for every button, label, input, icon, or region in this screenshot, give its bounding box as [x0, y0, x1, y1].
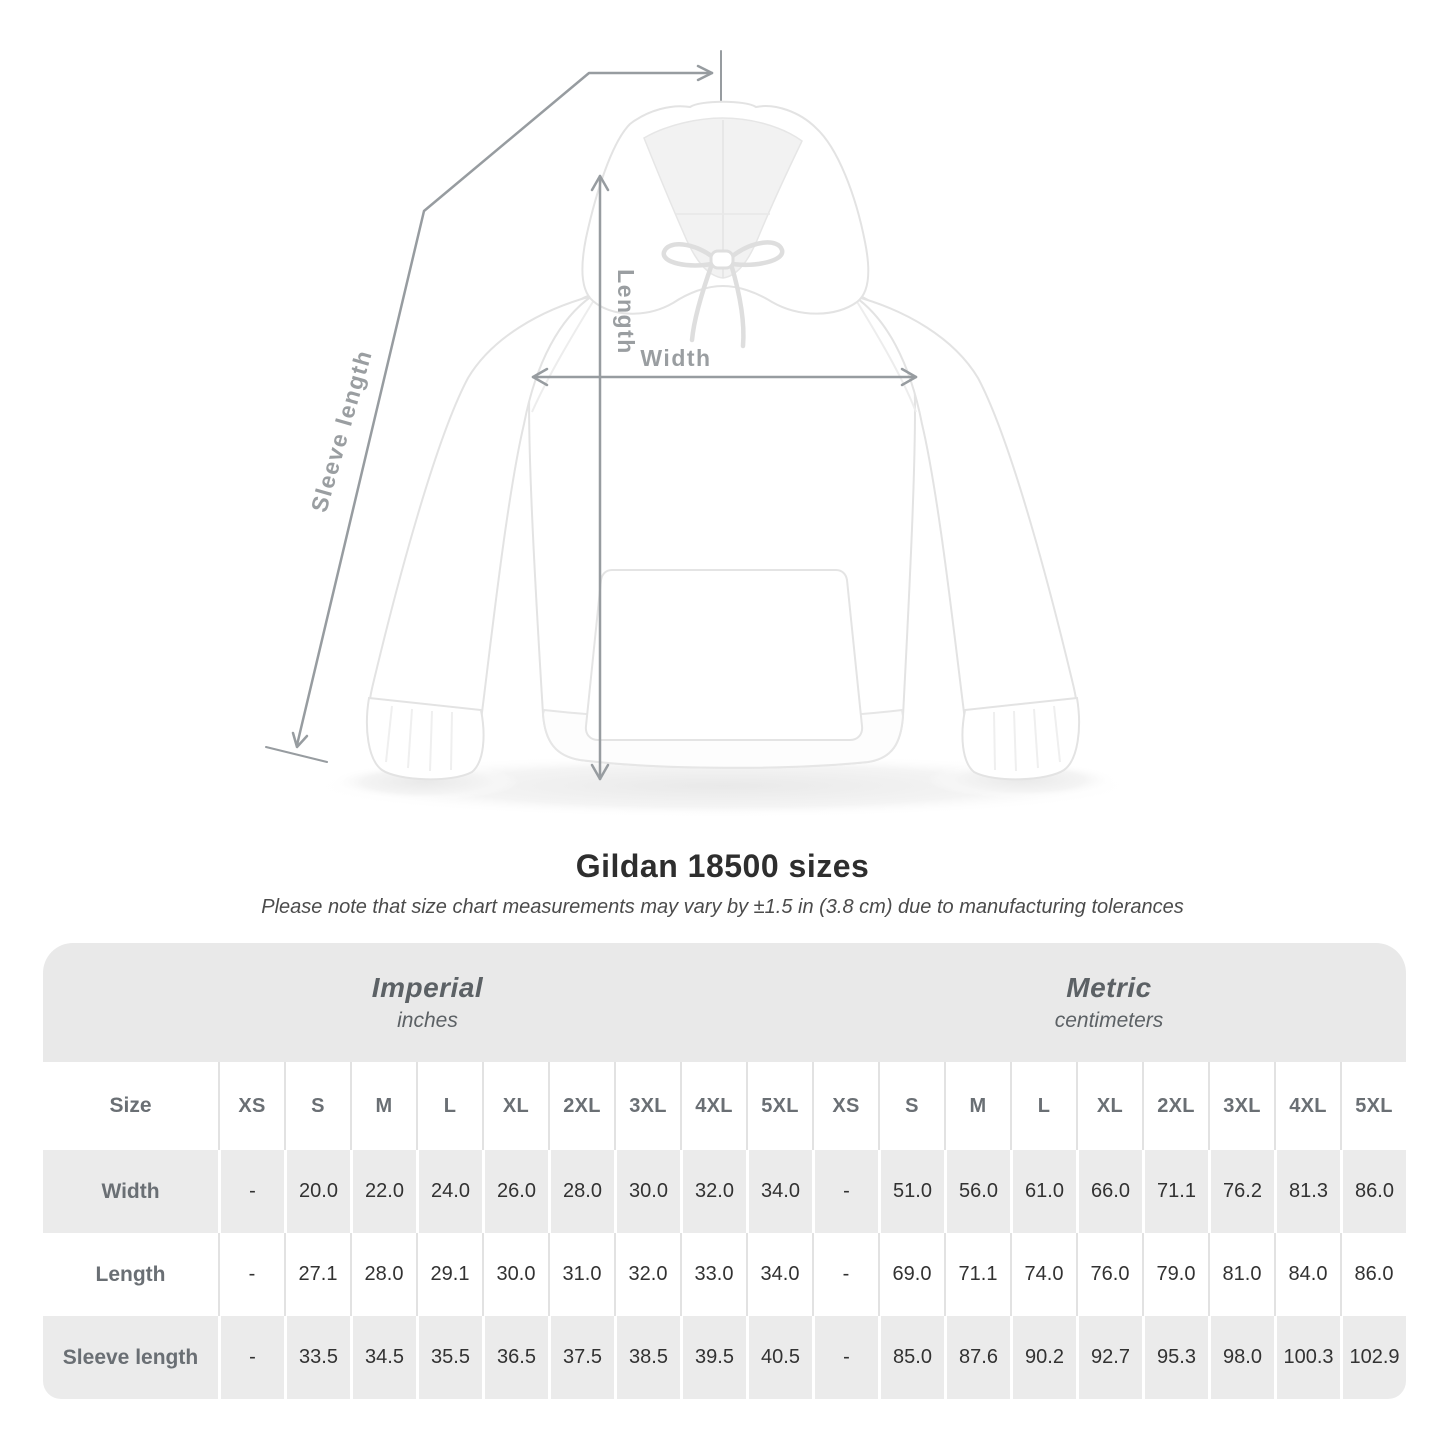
table-cell: 74.0 — [1010, 1233, 1076, 1316]
page-title: Gildan 18500 sizes — [575, 848, 870, 884]
column-header-metric-l: L — [1010, 1062, 1076, 1150]
column-header-metric-4xl: 4XL — [1274, 1062, 1340, 1150]
table-cell: 27.1 — [284, 1233, 350, 1316]
table-cell: 38.5 — [614, 1316, 680, 1399]
column-header-imperial-m: M — [350, 1062, 416, 1150]
table-cell: 34.0 — [746, 1233, 812, 1316]
table-cell: 28.0 — [548, 1150, 614, 1233]
unit-group-header-row — [43, 943, 1406, 1062]
table-cell: 26.0 — [482, 1150, 548, 1233]
table-cell: 28.0 — [350, 1233, 416, 1316]
table-cell: 56.0 — [944, 1150, 1010, 1233]
page-subtitle: Please note that size chart measurements may vary by ±1.5 in (3.8 cm) due to manufacturing tolerances — [261, 896, 1184, 918]
column-header-metric-2xl: 2XL — [1142, 1062, 1208, 1150]
row-label: Width — [101, 1179, 160, 1203]
table-cell: 32.0 — [680, 1150, 746, 1233]
table-cell: 71.1 — [1142, 1150, 1208, 1233]
table-cell: 36.5 — [482, 1316, 548, 1399]
column-header-imperial-xs: XS — [218, 1062, 284, 1150]
table-cell: 90.2 — [1010, 1316, 1076, 1399]
column-header-metric-xl: XL — [1076, 1062, 1142, 1150]
table-cell: 69.0 — [878, 1233, 944, 1316]
column-header-metric-5xl: 5XL — [1340, 1062, 1406, 1150]
hoodie-pocket — [586, 570, 862, 740]
length-label: Length — [613, 269, 639, 355]
table-cell: 61.0 — [1010, 1150, 1076, 1233]
column-header-imperial-3xl: 3XL — [614, 1062, 680, 1150]
row-label: Length — [95, 1262, 166, 1286]
size-column-header: Size — [109, 1094, 152, 1117]
table-cell: 33.0 — [680, 1233, 746, 1316]
imperial-group-header — [43, 943, 812, 1062]
table-cell: 81.0 — [1208, 1233, 1274, 1316]
column-header-metric-xs: XS — [812, 1062, 878, 1150]
table-cell: - — [218, 1316, 284, 1399]
table-cell: 66.0 — [1076, 1150, 1142, 1233]
table-cell: 31.0 — [548, 1233, 614, 1316]
size-header-row — [43, 1062, 1406, 1150]
column-header-imperial-s: S — [284, 1062, 350, 1150]
table-cell: 76.0 — [1076, 1233, 1142, 1316]
table-cell: - — [812, 1316, 878, 1399]
column-header-imperial-5xl: 5XL — [746, 1062, 812, 1150]
column-header-imperial-l: L — [416, 1062, 482, 1150]
table-cell: 102.9 — [1340, 1316, 1406, 1399]
table-cell: 35.5 — [416, 1316, 482, 1399]
table-cell: 98.0 — [1208, 1316, 1274, 1399]
table-cell: 81.3 — [1274, 1150, 1340, 1233]
table-cell: 37.5 — [548, 1316, 614, 1399]
column-header-metric-s: S — [878, 1062, 944, 1150]
table-cell: - — [218, 1150, 284, 1233]
table-cell: - — [812, 1233, 878, 1316]
table-cell: 71.1 — [944, 1233, 1010, 1316]
table-cell: 20.0 — [284, 1150, 350, 1233]
table-cell: 39.5 — [680, 1316, 746, 1399]
metric-group-unit: centimeters — [1054, 1009, 1164, 1032]
table-cell: 34.0 — [746, 1150, 812, 1233]
width-label: Width — [640, 345, 712, 371]
table-cell: 86.0 — [1340, 1233, 1406, 1316]
table-cell: 22.0 — [350, 1150, 416, 1233]
imperial-group-title: Imperial — [371, 972, 484, 1003]
table-cell: 33.5 — [284, 1316, 350, 1399]
table-row-length — [43, 1233, 1406, 1316]
table-cell: 32.0 — [614, 1233, 680, 1316]
column-header-imperial-4xl: 4XL — [680, 1062, 746, 1150]
table-cell: 30.0 — [482, 1233, 548, 1316]
table-cell: - — [218, 1233, 284, 1316]
table-cell: 29.1 — [416, 1233, 482, 1316]
table-cell: 95.3 — [1142, 1316, 1208, 1399]
table-cell: 51.0 — [878, 1150, 944, 1233]
column-header-metric-m: M — [944, 1062, 1010, 1150]
column-header-imperial-2xl: 2XL — [548, 1062, 614, 1150]
table-cell: 87.6 — [944, 1316, 1010, 1399]
table-cell: 34.5 — [350, 1316, 416, 1399]
table-cell: 79.0 — [1142, 1233, 1208, 1316]
table-cell: 84.0 — [1274, 1233, 1340, 1316]
table-row-sleeve-length — [43, 1316, 1406, 1399]
table-cell: 85.0 — [878, 1316, 944, 1399]
table-cell: 40.5 — [746, 1316, 812, 1399]
size-table — [43, 943, 1406, 1399]
table-cell: 76.2 — [1208, 1150, 1274, 1233]
row-label: Sleeve length — [62, 1345, 199, 1369]
column-header-metric-3xl: 3XL — [1208, 1062, 1274, 1150]
metric-group-title: Metric — [1066, 972, 1152, 1003]
table-cell: 30.0 — [614, 1150, 680, 1233]
sleeve-length-label: Sleeve length — [305, 346, 377, 516]
column-header-imperial-xl: XL — [482, 1062, 548, 1150]
table-cell: 86.0 — [1340, 1150, 1406, 1233]
table-cell: - — [812, 1150, 878, 1233]
imperial-group-unit: inches — [397, 1009, 458, 1032]
metric-group-header — [812, 943, 1406, 1062]
table-row-width — [43, 1150, 1406, 1233]
table-cell: 100.3 — [1274, 1316, 1340, 1399]
table-cell: 92.7 — [1076, 1316, 1142, 1399]
table-cell: 24.0 — [416, 1150, 482, 1233]
